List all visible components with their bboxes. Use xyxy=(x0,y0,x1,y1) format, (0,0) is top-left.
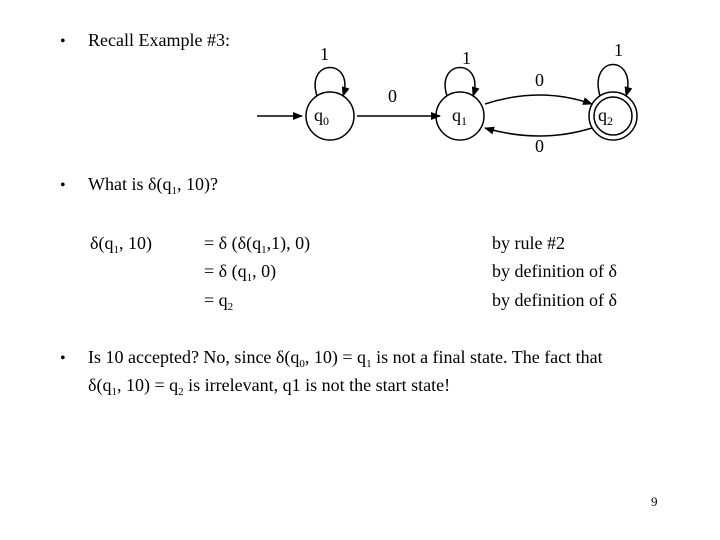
bullet-recall-text: Recall Example #3: xyxy=(88,30,230,50)
loop-q1-label: 1 xyxy=(462,48,471,68)
edge-q1-q2-label: 0 xyxy=(535,70,544,90)
state-q2-label: $q_2$ xyxy=(598,105,613,128)
edge-q0-q1-label: 0 xyxy=(388,86,397,106)
bullet-dot-icon: • xyxy=(60,33,66,50)
derivation-reason-1: by rule #2 xyxy=(492,233,565,253)
derivation-step-1: = δ ($\delta(q_1,1)$, 0) xyxy=(204,233,311,256)
accepted-line-1: Is 10 accepted? No, since $\delta(q_0$, $10) = q_1$ is not a final state. The fact that xyxy=(88,347,603,370)
derivation-lhs: $\delta(q_1$, 10) xyxy=(90,233,152,256)
dfa-diagram xyxy=(0,0,720,170)
state-q2-circle-outer xyxy=(589,92,637,140)
derivation-step-3: = $q_2$ xyxy=(204,290,234,313)
loop-q2-label: 1 xyxy=(614,40,623,60)
derivation-reason-3: by definition of δ xyxy=(492,290,617,310)
state-q1-label: $q_1$ xyxy=(452,105,467,128)
derivation-reason-2: by definition of δ xyxy=(492,261,617,281)
question-text: What is $\delta(q_1$, 10)? xyxy=(88,174,218,197)
bullet-dot-icon: • xyxy=(60,350,66,367)
edge-q2-q1-label: 0 xyxy=(535,136,544,156)
state-q0-label: $q_0$ xyxy=(314,105,329,128)
bullet-question xyxy=(60,173,218,197)
page-number: 9 xyxy=(651,494,658,509)
edge-q2-q1 xyxy=(485,128,592,136)
bullet-accepted xyxy=(60,346,603,370)
bullet-dot-icon: • xyxy=(60,177,66,194)
edge-q1-q2 xyxy=(485,95,592,104)
loop-q0-label: 1 xyxy=(320,44,329,64)
derivation-step-2: = δ ($q_1$, 0) xyxy=(204,261,277,284)
accepted-line-2: $\delta(q_1$, $10) = q_2$ is irrelevant, q1 is not the start state! xyxy=(88,375,451,398)
